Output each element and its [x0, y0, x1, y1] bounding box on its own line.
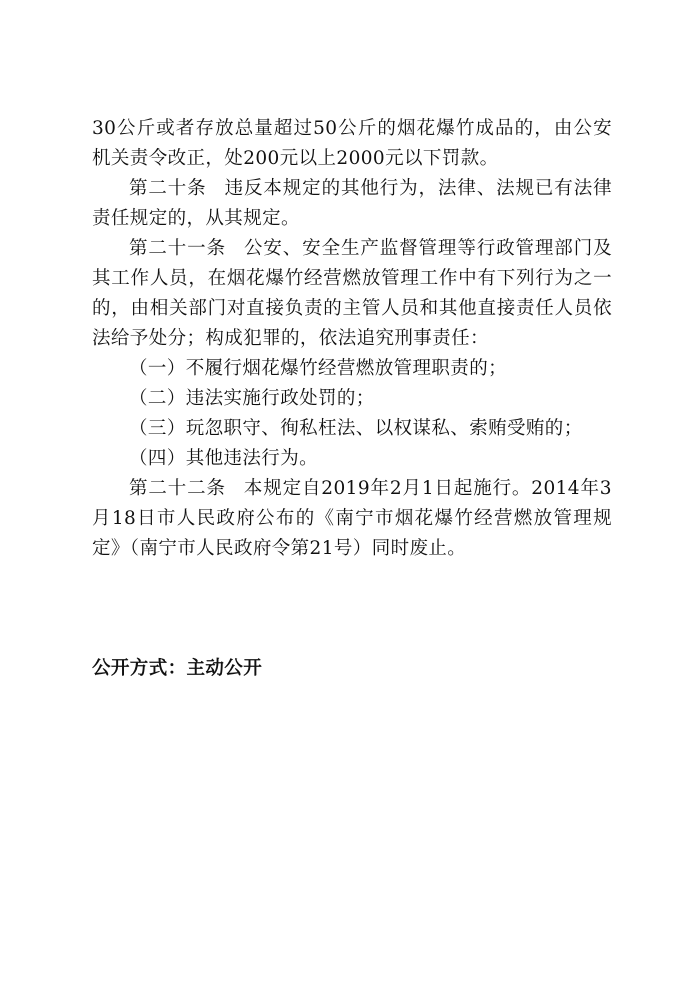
article-number: 第二十二条: [129, 478, 226, 499]
article-number: 第二十一条: [129, 238, 226, 259]
article-20: [92, 174, 612, 234]
list-item-4: [92, 444, 612, 474]
list-item-text: （一）不履行烟花爆竹经营燃放管理职责的；: [129, 358, 508, 379]
article-text: 本规定自2019年2月1日起施行。2014年3月18日市人民政府公布的《南宁市烟花爆竹经营燃放管理规定》（南宁市人民政府令第21号）同时废止。: [92, 478, 612, 559]
disclosure-note: 公开方式：主动公开: [92, 658, 263, 679]
article-number: 第二十条: [129, 178, 207, 199]
list-item-text: （三）玩忽职守、徇私枉法、以权谋私、索贿受贿的；: [129, 418, 583, 439]
list-item-1: [92, 354, 612, 384]
article-22: [92, 474, 612, 564]
list-item-text: （二）违法实施行政处罚的；: [129, 388, 375, 409]
article-text: 违反本规定的其他行为，法律、法规已有法律责任规定的，从其规定。: [92, 178, 612, 229]
list-item-3: [92, 414, 612, 444]
article-text: 公安、安全生产监督管理等行政管理部门及其工作人员，在烟花爆竹经营燃放管理工作中有下列行为之一的，由相关部门对直接负责的主管人员和其他直接责任人员依法给予处分；构成犯罪的，依法追究刑事责任：: [92, 238, 612, 349]
list-item-2: [92, 384, 612, 414]
list-item-text: （四）其他违法行为。: [129, 448, 319, 469]
document-body: [92, 114, 612, 564]
article-21: [92, 234, 612, 354]
paragraph-penalty-continuation: [92, 114, 612, 174]
paragraph-text: 30公斤或者存放总量超过50公斤的烟花爆竹成品的，由公安机关责令改正，处200元以上2000元以下罚款。: [92, 118, 612, 169]
